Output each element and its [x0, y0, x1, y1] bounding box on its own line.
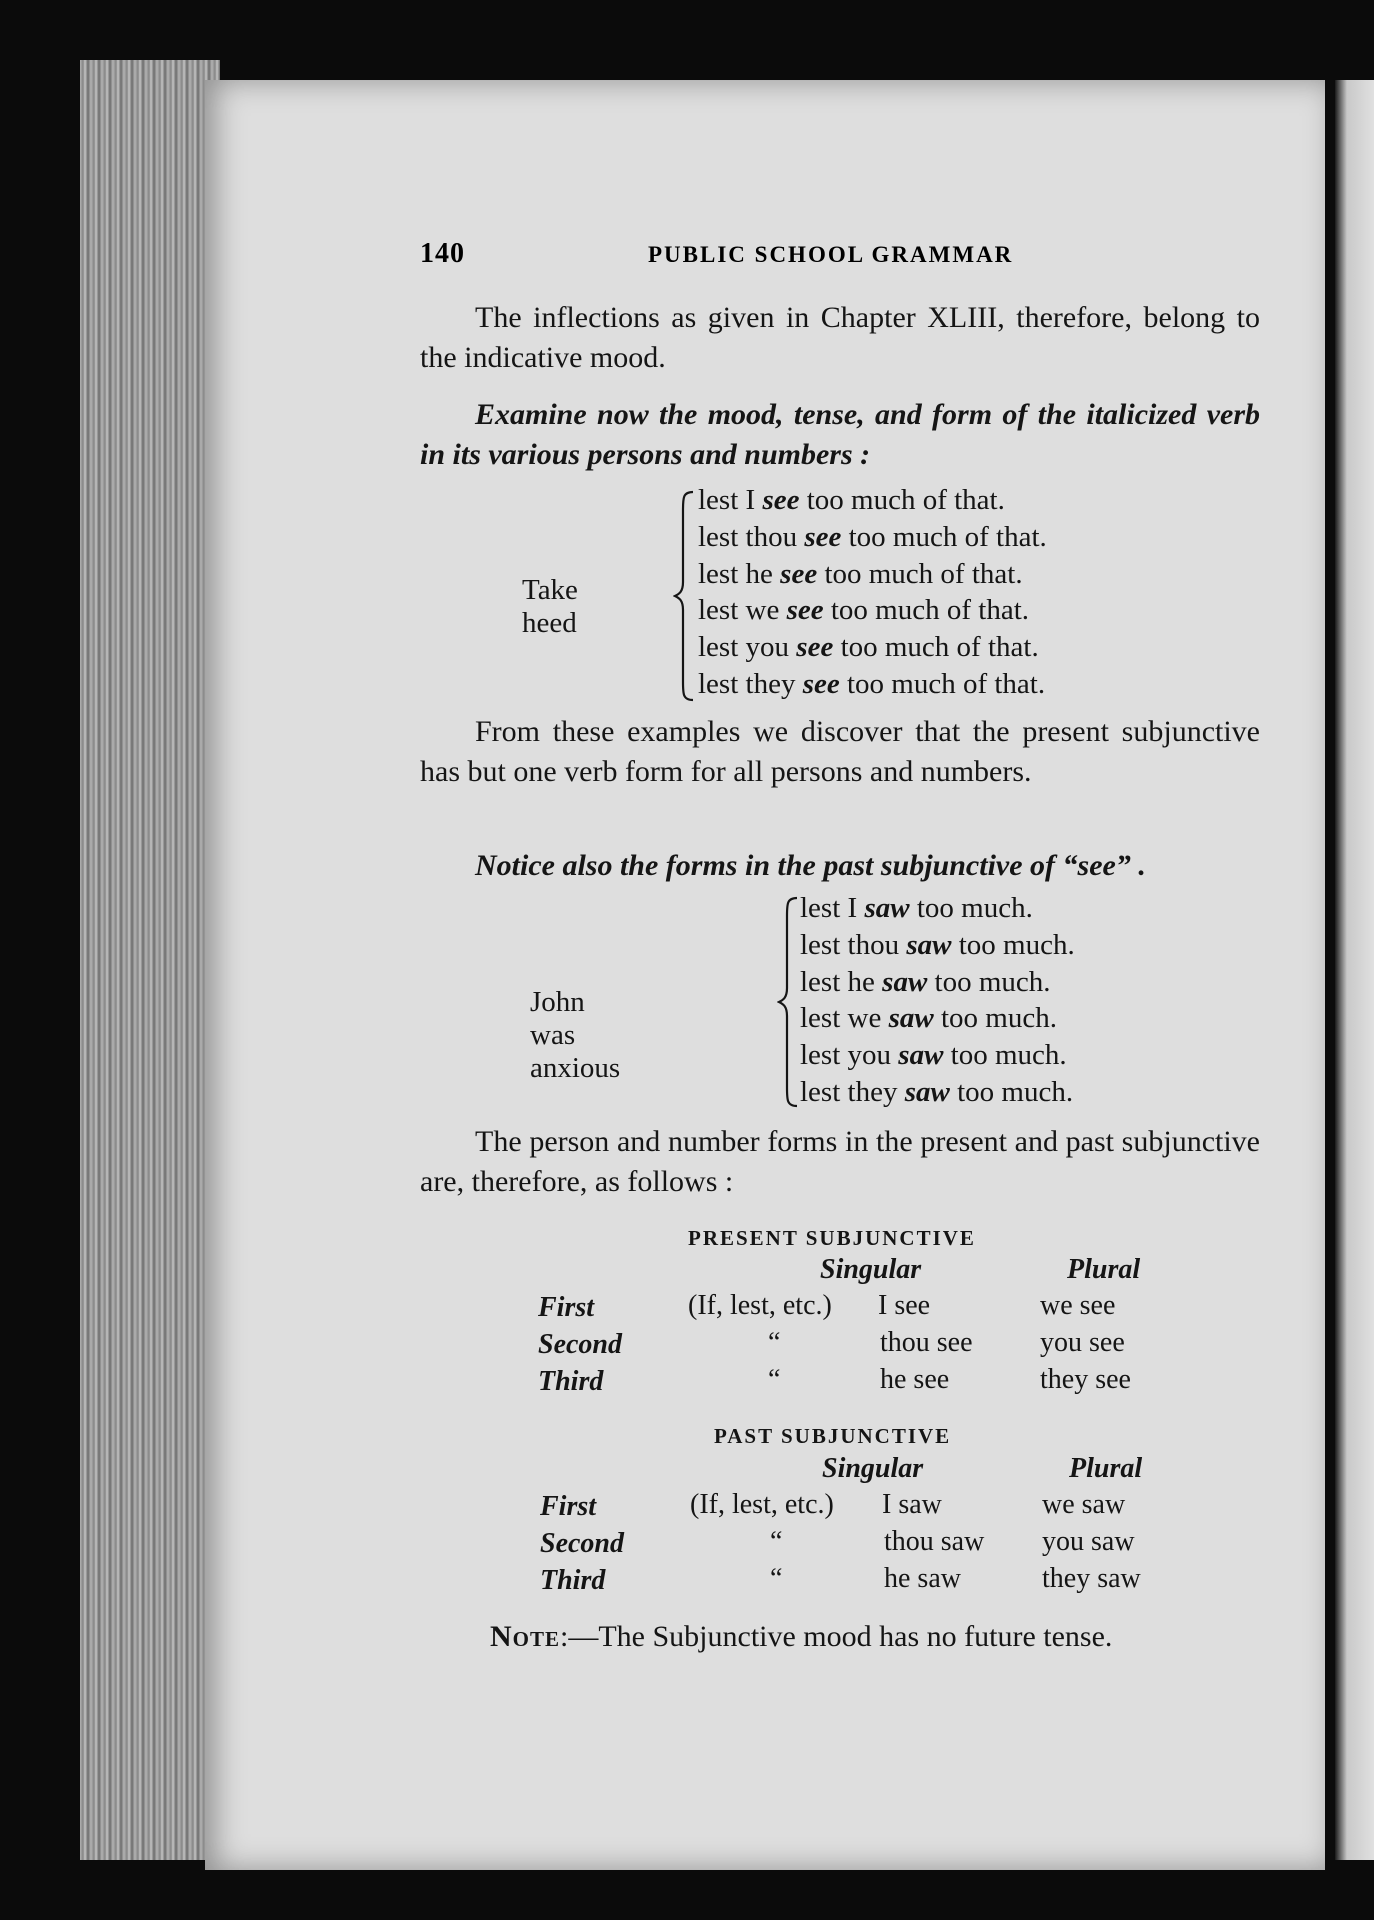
paragraph-from-these: From these examples we discover that the present subjunctive has but one verb form for all persons and numbers.	[420, 715, 1260, 788]
running-title: PUBLIC SCHOOL GRAMMAR	[648, 242, 1014, 267]
row-plural: they see	[1040, 1364, 1131, 1395]
note	[490, 1620, 1112, 1654]
curly-brace	[777, 896, 799, 1108]
paragraph-notice: Notice also the forms in the past subjunctive of “see” .	[475, 849, 1146, 882]
example-line: lest they see too much of that.	[698, 667, 1046, 700]
row-prefix: (If, lest, etc.)	[688, 1290, 832, 1321]
row-prefix: “	[768, 1364, 781, 1395]
paragraph-examine: Examine now the mood, tense, and form of the italicized verb in its various persons and numbers :	[420, 398, 1260, 471]
row-person: Second	[540, 1528, 624, 1559]
example-line: lest thou see too much of that.	[698, 520, 1047, 553]
example-line: lest we saw too much.	[800, 1002, 1057, 1035]
note-label: Note	[490, 1620, 561, 1653]
example-line: lest I saw too much.	[800, 892, 1033, 924]
example-line: lest they saw too much.	[800, 1075, 1074, 1108]
row-singular: he see	[880, 1364, 950, 1395]
page-number: 140	[420, 238, 465, 269]
example-line: lest he see too much of that.	[698, 557, 1023, 590]
row-person: First	[540, 1491, 597, 1522]
col-singular: Singular	[820, 1254, 922, 1285]
facing-page-edge	[1335, 80, 1374, 1860]
table-title: PAST SUBJUNCTIVE	[714, 1424, 952, 1448]
row-prefix: “	[770, 1526, 783, 1557]
row-prefix: “	[770, 1563, 783, 1594]
example-lines	[800, 890, 1075, 1111]
row-person: Third	[540, 1565, 606, 1596]
row-person: Third	[538, 1366, 604, 1397]
example-lead: John was anxious	[530, 986, 621, 1084]
note-text: :—The Subjunctive mood has no future tense.	[560, 1620, 1113, 1653]
row-plural: you saw	[1042, 1526, 1135, 1557]
example-line: lest thou saw too much.	[800, 928, 1075, 961]
book-page-edges	[80, 60, 220, 1860]
example-lead: Take heed	[522, 574, 578, 639]
row-plural: they saw	[1042, 1563, 1141, 1594]
table-title: PRESENT SUBJUNCTIVE	[688, 1226, 976, 1250]
row-prefix: “	[768, 1327, 781, 1358]
row-singular: thou see	[880, 1327, 973, 1358]
example-line: lest you see too much of that.	[698, 631, 1039, 664]
col-plural: Plural	[1069, 1453, 1143, 1484]
row-person: Second	[538, 1329, 622, 1360]
col-singular: Singular	[822, 1453, 924, 1484]
row-singular: he saw	[884, 1563, 961, 1594]
running-head	[420, 238, 1040, 278]
paragraph-person-number: The person and number forms in the present and past subjunctive are, therefore, as follows :	[420, 1125, 1260, 1198]
row-plural: we see	[1040, 1290, 1116, 1321]
example-line: lest you saw too much.	[800, 1039, 1067, 1072]
row-singular: thou saw	[884, 1526, 985, 1557]
row-plural: we saw	[1042, 1489, 1126, 1520]
example-line: lest we see too much of that.	[698, 594, 1030, 627]
example-line: lest I see too much of that.	[698, 484, 1005, 516]
example-line: lest he saw too much.	[800, 965, 1051, 998]
curly-brace	[673, 490, 695, 702]
example-lines	[698, 482, 1047, 703]
col-plural: Plural	[1067, 1254, 1141, 1285]
row-singular: I see	[878, 1290, 931, 1321]
row-person: First	[538, 1292, 595, 1323]
row-prefix: (If, lest, etc.)	[690, 1489, 834, 1520]
paragraph-inflections: The inflections as given in Chapter XLIII, therefore, belong to the indicative mood.	[420, 301, 1260, 374]
row-singular: I saw	[882, 1489, 942, 1520]
row-plural: you see	[1040, 1327, 1125, 1358]
